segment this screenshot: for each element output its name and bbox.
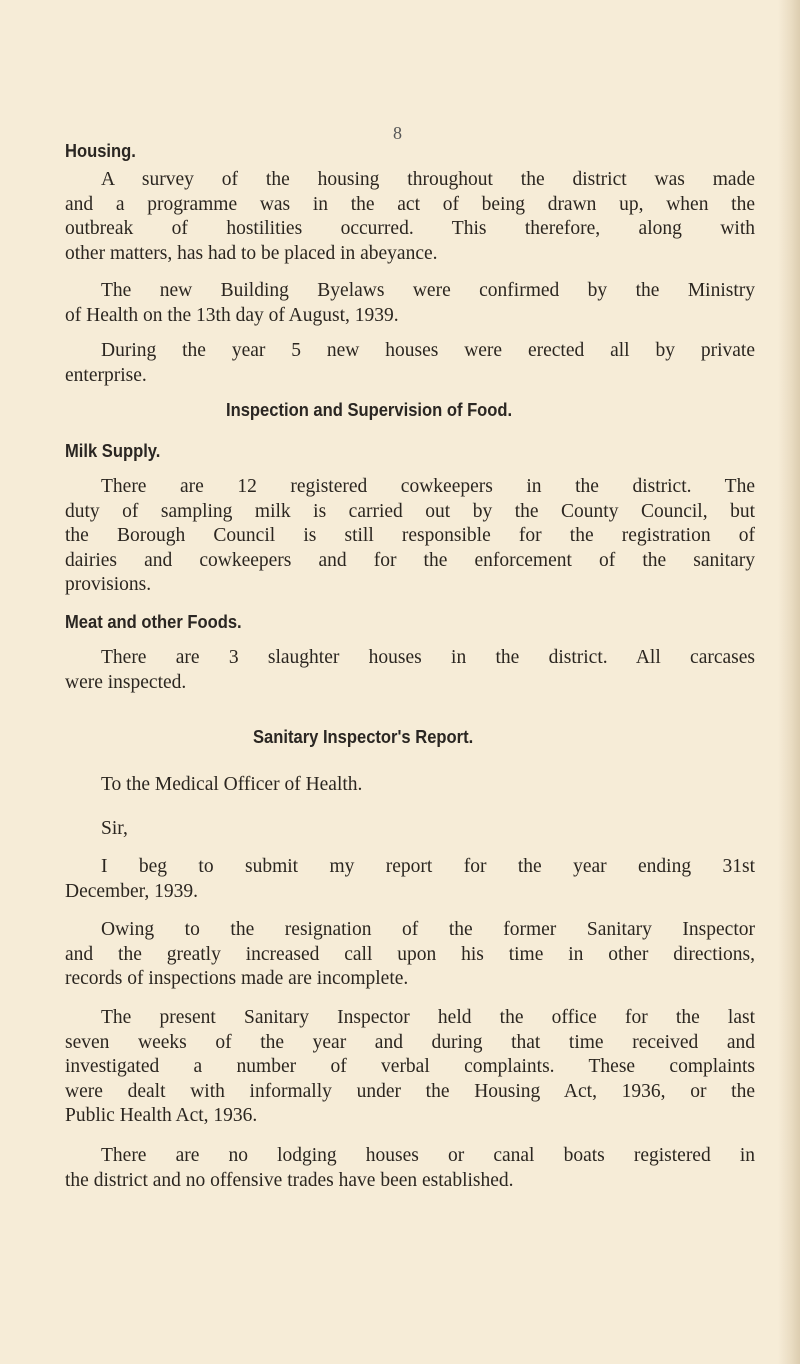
text-line: were dealt with informally under the Housing Act, 1936, or the — [65, 1080, 755, 1102]
page-edge-shadow — [778, 0, 800, 1364]
paragraph-byelaws — [65, 279, 755, 328]
paragraph-present-inspector — [65, 1006, 755, 1129]
paragraph-milk — [65, 475, 755, 598]
text-line: the district and no offensive trades have been established. — [65, 1169, 514, 1191]
paragraph-meat — [65, 646, 755, 695]
paragraph-new-houses — [65, 339, 755, 388]
heading-milk-supply: Milk Supply. — [65, 441, 161, 461]
paragraph-submit — [65, 855, 755, 904]
text-line: There are no lodging houses or canal boats registered in — [101, 1145, 755, 1166]
text-line: I beg to submit my report for the year ending 31st — [101, 856, 755, 877]
text-line: investigated a number of verbal complaints. These complaints — [65, 1056, 755, 1078]
text-line: enterprise. — [65, 364, 147, 386]
page-number: 8 — [393, 123, 402, 143]
text-line: and a programme was in the act of being drawn up, when the — [65, 193, 755, 215]
text-line: To the Medical Officer of Health. — [101, 774, 363, 795]
paragraph-salutation — [65, 817, 755, 842]
text-line: A survey of the housing throughout the district was made — [101, 169, 755, 190]
heading-meat-foods: Meat and other Foods. — [65, 612, 242, 632]
text-line: dairies and cowkeepers and for the enforcement of the sanitary — [65, 549, 755, 571]
heading-housing: Housing. — [65, 141, 136, 161]
text-line: The present Sanitary Inspector held the office for the last — [101, 1007, 755, 1028]
paragraph-addressee — [65, 773, 755, 798]
text-line: and the greatly increased call upon his time in other directions, — [65, 943, 755, 965]
text-line: duty of sampling milk is carried out by the County Council, but — [65, 500, 755, 522]
heading-inspection-food: Inspection and Supervision of Food. — [226, 400, 513, 420]
text-line: outbreak of hostilities occurred. This therefore, along with — [65, 218, 755, 240]
text-line: There are 3 slaughter houses in the district. All carcases — [101, 647, 755, 668]
text-line: were inspected. — [65, 671, 187, 693]
paragraph-housing-survey — [65, 168, 755, 266]
paragraph-lodging — [65, 1144, 755, 1193]
text-line: seven weeks of the year and during that time received and — [65, 1031, 755, 1053]
text-line: records of inspections made are incomplete. — [65, 968, 409, 990]
text-line: Owing to the resignation of the former Sanitary Inspector — [101, 919, 755, 940]
text-line: Public Health Act, 1936. — [65, 1105, 258, 1127]
paragraph-resignation — [65, 918, 755, 992]
text-line: of Health on the 13th day of August, 1939. — [65, 304, 399, 326]
text-line: The new Building Byelaws were confirmed by the Ministry — [101, 280, 755, 301]
text-line: Sir, — [101, 818, 128, 839]
text-line: During the year 5 new houses were erected all by private — [101, 340, 755, 361]
heading-sanitary-report: Sanitary Inspector's Report. — [253, 727, 474, 747]
text-line: provisions. — [65, 574, 152, 596]
text-line: There are 12 registered cowkeepers in the district. The — [101, 476, 755, 497]
text-line: December, 1939. — [65, 880, 198, 902]
text-line: the Borough Council is still responsible for the registration of — [65, 525, 755, 547]
text-line: other matters, has had to be placed in abeyance. — [65, 242, 438, 264]
